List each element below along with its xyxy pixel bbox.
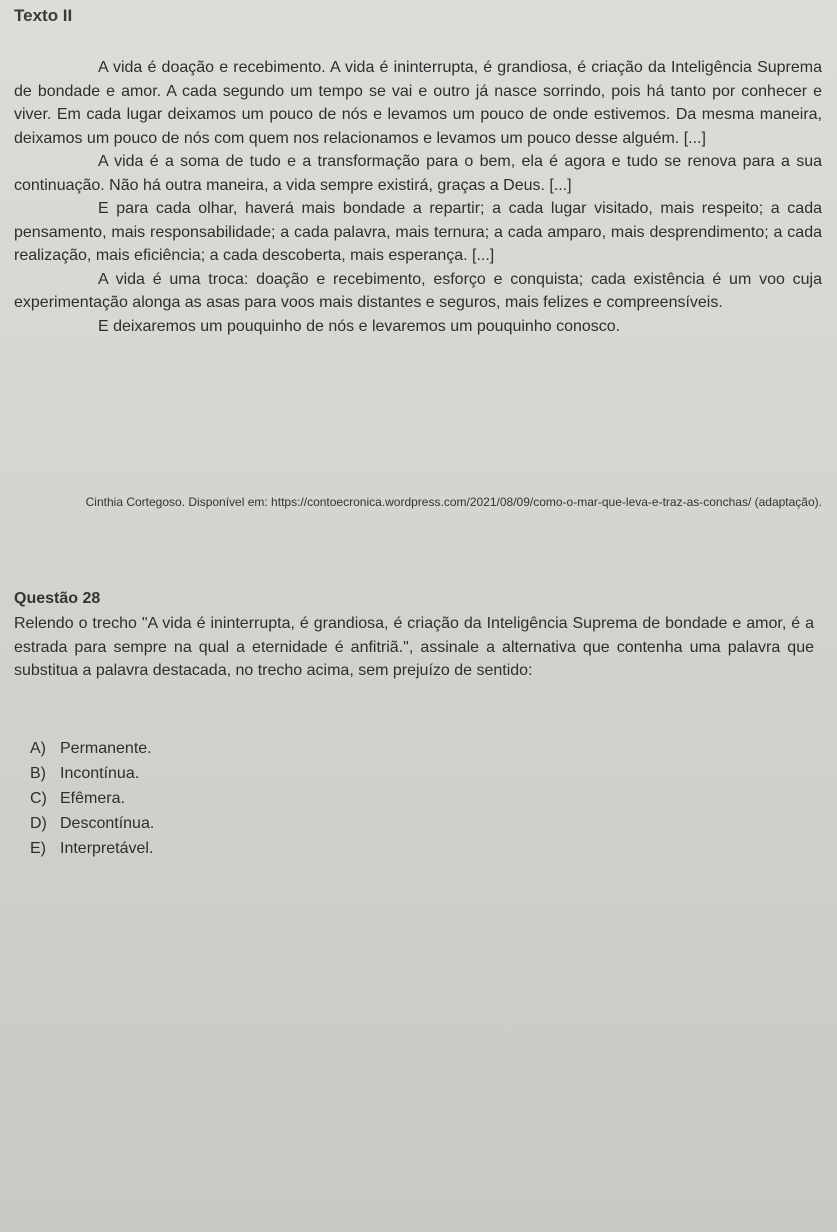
question-prompt: Relendo o trecho "A vida é ininterrupta, é grandiosa, é criação da Inteligência Suprema de bondade e amor, é a estrada para sempre na qual a eternidade é anfitriã.", assinale a alternativa que contenha uma palavra que substitua a palavra destacada, no trecho acima, sem prejuízo de sentido: xyxy=(14,615,814,679)
passage-paragraph-1: A vida é doação e recebimento. A vida é ininterrupta, é grandiosa, é criação da Inteligência Suprema de bondade e amor. A cada segundo um tempo se vai e outro já nasce sorrindo, pois há tanto por conhecer e viver. Em cada lugar deixamos um pouco de nós e levamos um pouco de onde estivemos. Da mesma maneira, deixamos um pouco de nós com quem nos relacionamos e levamos um pouco desse alguém. [...] xyxy=(14,59,822,147)
option-letter: C) xyxy=(30,790,47,807)
option-text: Descontínua. xyxy=(60,815,155,832)
option-b xyxy=(30,761,154,786)
source-citation: Cinthia Cortegoso. Disponível em: https://contoecronica.wordpress.com/2021/08/09/como-o-mar-que-leva-e-traz-as-conchas/ (adaptação). xyxy=(85,495,822,509)
passage-paragraph-3: E para cada olhar, haverá mais bondade a repartir; a cada lugar visitado, mais respeito; a cada pensamento, mais responsabilidade; a cada palavra, mais ternura; a cada amparo, mais desprendimento; a cada realização, mais eficiência; a cada descoberta, mais esperança. [...] xyxy=(14,200,822,264)
option-letter: E) xyxy=(30,840,46,857)
answer-options xyxy=(30,736,154,861)
option-e xyxy=(30,836,154,861)
option-text: Permanente. xyxy=(60,740,152,757)
passage-paragraph-4: A vida é uma troca: doação e recebimento, esforço e conquista; cada existência é um voo cuja experimentação alonga as asas para voos mais distantes e seguros, mais felizes e compreensíveis. xyxy=(14,270,822,311)
option-a xyxy=(30,736,154,761)
option-letter: B) xyxy=(30,765,46,782)
option-text: Interpretável. xyxy=(60,840,154,857)
text-title: Texto II xyxy=(14,6,73,25)
question-heading: Questão 28 xyxy=(14,590,101,607)
option-letter: A) xyxy=(30,740,46,757)
option-text: Efêmera. xyxy=(60,790,125,807)
option-letter: D) xyxy=(30,815,47,832)
passage-paragraph-5: E deixaremos um pouquinho de nós e levaremos um pouquinho conosco. xyxy=(98,317,621,335)
passage-text xyxy=(14,56,822,338)
option-text: Incontínua. xyxy=(60,765,140,782)
option-c xyxy=(30,786,154,811)
option-d xyxy=(30,811,154,836)
passage-paragraph-2: A vida é a soma de tudo e a transformação para o bem, ela é agora e tudo se renova para a sua continuação. Não há outra maneira, a vida sempre existirá, graças a Deus. [...] xyxy=(14,153,822,194)
